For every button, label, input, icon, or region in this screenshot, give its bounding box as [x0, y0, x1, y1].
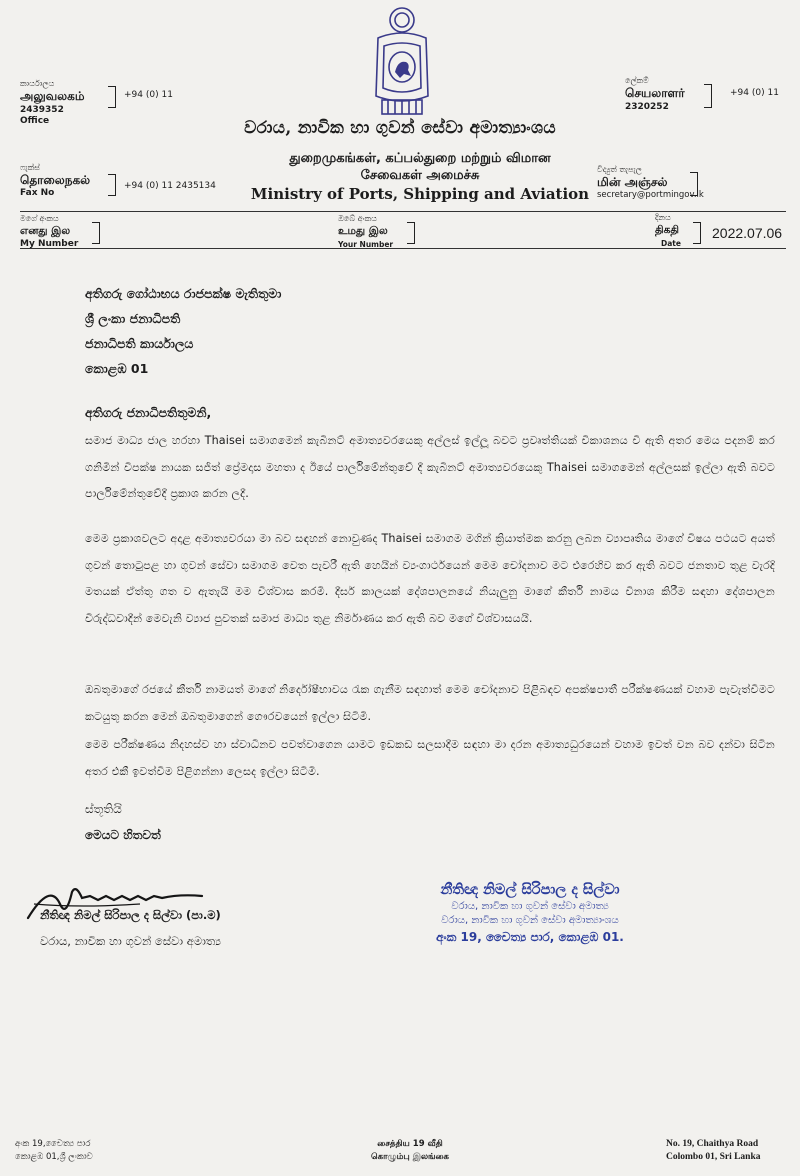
your-number-label-si: ඔබේ අංකය — [338, 214, 377, 223]
email-bracket — [690, 172, 698, 196]
footer-ta-line-1: சைத்திய 19 வீதி — [377, 1139, 443, 1149]
closing — [85, 796, 161, 848]
your-number-label-ta: உமது இல — [338, 225, 388, 237]
email-label-ta: மின் அஞ்சல் — [597, 175, 668, 189]
body-paragraph-4: මෙම පරීක්ෂණය නිදහස්ව හා ස්වාධීනව පවත්වාගෙන යාමට ඉඩකඩ සලසාදීම සඳහා මා දරන අමාත්‍යධුරයෙන් වහාම ඉවත් වන බව දන්වා සිටින අතර එකී ඉවත්වීම පිළිගන්නා ලෙසද ඉල්ලා සිටිමි. — [85, 738, 775, 778]
date-label-si: දිනය — [655, 213, 671, 222]
header-divider-bottom — [20, 248, 786, 249]
recipient-address — [85, 281, 281, 381]
footer-address-ta — [330, 1138, 490, 1164]
stamp-line-3: වරාය, නාවික හා ගුවන් සේවා අමාත්‍යාංශය — [441, 915, 619, 926]
my-number-field — [20, 214, 78, 250]
closing-thanks: ස්තූතියි — [85, 802, 122, 816]
footer-address-si — [15, 1138, 93, 1164]
office-label-en: Office — [20, 116, 50, 126]
header-divider-top — [20, 211, 786, 212]
office-label-ta: அலுவலகம் — [20, 89, 85, 103]
address-line-1: අතිගරු ගෝඨාභය රාජපක්ෂ මැතිතුමා — [85, 286, 282, 301]
your-number-label-en: Your Number — [338, 240, 394, 249]
stamp-line-1: නීතිඥ නිමල් සිරිපාල ද සිල්වා — [440, 882, 620, 898]
office-number: 2439352 — [20, 105, 64, 115]
footer-en-line-1: No. 19, Chaithya Road — [666, 1139, 759, 1149]
email-label-si: විද්‍යුත් තැපැල — [597, 165, 642, 174]
signatory-name-prefix: නීතිඥ — [40, 908, 70, 922]
fax-label-si: ෆැක්ස් — [20, 163, 40, 172]
fax-label-en: Fax No — [20, 188, 55, 198]
fax-number: +94 (0) 11 2435134 — [124, 181, 216, 191]
email-contact — [597, 165, 704, 201]
ministry-name-ta-line1: துறைமுகங்கள், கப்பல்துறை மற்றும் விமான — [289, 151, 551, 166]
body-paragraph-3: ඔබතුමාගේ රජයේ කීර්ති නාමයත් මාගේ නිර්දෝෂීභාවය රැක ගැනීම සඳහාත් මෙම චෝදනාව පිළිබඳව අපක්ෂපාතී පරීක්ෂණයක් වහාම පැවැත්වීමට කටයුතු කරන මෙන් ඔබතුමාගෙන් ගෞරවයෙන් ඉල්ලා සිටිමි. — [85, 683, 775, 723]
my-number-bracket — [92, 222, 100, 244]
ministry-name-si: වරාය, නාවික හා ගුවන් සේවා අමාත්‍යාංශය — [244, 118, 556, 138]
office-phone-code: +94 (0) 11 — [124, 90, 173, 100]
footer-si-line-1: අංක 19,චෛත්‍ය පාර — [15, 1139, 91, 1149]
signatory-name-text: නිමල් සිරිපාල ද සිල්වා (පා.ම) — [73, 908, 221, 922]
fax-contact — [20, 163, 90, 199]
address-line-4: කොළඹ 01 — [85, 361, 149, 376]
national-emblem-icon — [362, 2, 442, 120]
your-number-bracket — [407, 222, 415, 244]
body-paragraph-1: සමාජ මාධ්‍ය ජාල හරහා Thaisei සමාගමෙන් කැබිනට් අමාත්‍යවරයෙකු අල්ලස් ඉල්ලූ බවට ප්‍රවෘත්තියක් විකාශනය වී ඇති අතර මෙය පදනම් කර ගනිමින් විපක්ෂ නායක සජිත් ප්‍රේමදාස මහතා ද ඊයේ පාර්ලිමේන්තුවේ දී කැබිනට් අමාත්‍යවරයෙකු Thaisei සමාගමෙන් අල්ලසක් ඉල්ලා ඇති බවට පාර්ලිමේන්තුවේදී ප්‍රකාශ කරන ලදී. — [85, 434, 775, 500]
fax-label-ta: தொலைநகல் — [20, 173, 91, 187]
secretary-phone-code: +94 (0) 11 — [730, 88, 779, 98]
my-number-label-si: මගේ අංකය — [20, 214, 59, 223]
date-field — [655, 213, 681, 249]
secretary-number: 2320252 — [625, 102, 669, 112]
footer-en-line-2: Colombo 01, Sri Lanka — [666, 1152, 761, 1162]
footer-ta-line-2: கொழும்பு இலங்கை — [371, 1152, 449, 1162]
address-line-2: ශ්‍රී ලංකා ජනාධිපති — [85, 311, 181, 326]
office-bracket — [108, 86, 116, 108]
signatory-name — [40, 908, 221, 923]
salutation: අතිගරු ජනාධිපතිතුමනි, — [85, 405, 212, 420]
secretary-bracket — [704, 84, 712, 108]
closing-regards: මෙයට හිතවත් — [85, 828, 161, 842]
secretary-label-si: ලේකම් — [625, 76, 649, 85]
footer-address-en — [666, 1138, 761, 1164]
ministry-name-ta-line2: சேவைகள் அமைச்சு — [360, 168, 480, 183]
address-line-3: ජනාධිපති කාර්යාලය — [85, 336, 194, 351]
date-label-ta: திகதி — [655, 224, 679, 236]
date-bracket — [693, 222, 701, 244]
signatory-title: වරාය, නාවික හා ගුවන් සේවා අමාත්‍ය — [40, 934, 221, 948]
letter-date: 2022.07.06 — [712, 225, 783, 241]
your-number-field — [338, 214, 393, 250]
stamp-line-4: අංක 19, චෛත්‍ය පාර, කොළඹ 01. — [436, 930, 624, 944]
date-label-en: Date — [661, 239, 681, 248]
ministry-name-ta — [270, 150, 570, 184]
ministry-name-en: Ministry of Ports, Shipping and Aviation — [250, 185, 590, 203]
secretary-contact — [625, 76, 685, 113]
office-contact — [20, 79, 84, 127]
secretary-label-ta: செயலாளர் — [625, 86, 685, 100]
office-label-si: කාර්යාලය — [20, 79, 55, 88]
official-stamp — [400, 880, 660, 946]
my-number-label-en: My Number — [20, 239, 79, 249]
body-paragraph-2: මෙම ප්‍රකාශවලට අදාළ අමාත්‍යවරයා මා බව සඳහන් නොවුණද Thaisei සමාගම මගින් ක්‍රියාත්මක කරනු ලබන ව්‍යාපෘතිය මාගේ විෂය පථයට අයත් ගුවන් තොටුපළ හා ගුවන් සේවා සමාගම වෙත පැවරී ඇති හෙයින් ව්‍යංගාර්ථයෙන් මෙම චෝදනාව මට එරෙහිව කර ඇති බවට ජනතාව තුළ වැරදි මතයක් ඒත්තු ගත ව ඇතැයි මම විශ්වාස කරමි. දීර්ඝ කාලයක් දේශපාලනයේ නියැලුනු මාගේ කීර්ති නාමය විනාශ කිරීම සඳහා දේශපාලන විරුද්ධවාදීන් මෙවැනි ව්‍යාජ පුවතක් සමාජ මාධ්‍ය තුළ නිර්මාණය කර ඇති බව මගේ විශ්වාසයයි. — [85, 532, 775, 625]
stamp-line-2: වරාය, නාවික හා ගුවන් සේවා අමාත්‍ය — [451, 901, 609, 912]
email-address: secretary@portmingov.lk — [597, 190, 704, 200]
fax-bracket — [108, 174, 116, 196]
footer-si-line-2: කොළඹ 01,ශ්‍රී ලංකාව — [15, 1152, 93, 1162]
my-number-label-ta: எனது இல — [20, 225, 71, 237]
